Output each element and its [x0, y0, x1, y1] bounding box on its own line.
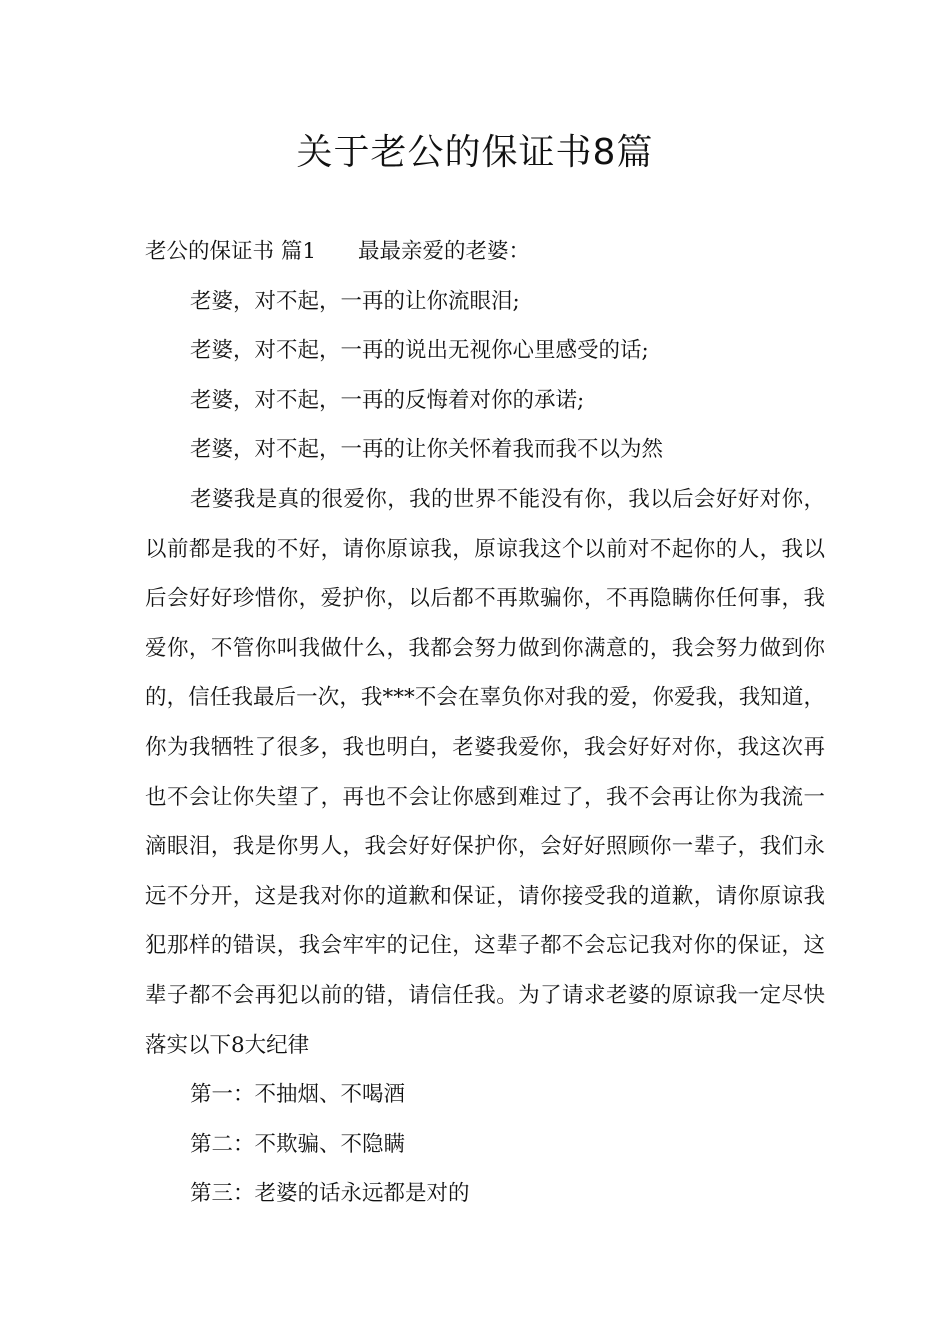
document-body: [145, 227, 825, 1219]
rule-2: 第二：不欺骗、不隐瞒: [190, 1131, 406, 1157]
document-title: 关于老公的保证书8篇: [296, 132, 654, 173]
apology-line-3: 老婆，对不起，一再的反悔着对你的承诺;: [190, 387, 585, 413]
apology-line-4: 老婆，对不起，一再的让你关怀着我而我不以为然: [190, 437, 664, 463]
main-paragraph: 老婆我是真的很爱你，我的世界不能没有你，我以后会好好对你，以前都是我的不好，请你原谅我，原谅我这个以前对不起你的人，我以后会好好珍惜你，爱护你，以后都不再欺骗你，不再隐瞒你任何事，我爱你，不管你叫我做什么，我都会努力做到你满意的，我会努力做到你的，信任我最后一次，我***不会在辜负你对我的爱，你爱我，我知道，你为我牺牲了很多，我也明白，老婆我爱你，我会好好对你，我这次再也不会让你失望了，再也不会让你感到难过了，我不会再让你为我流一滴眼泪，我是你男人，我会好好保护你，会好好照顾你一辈子，我们永远不分开，这是我对你的道歉和保证，请你接受我的道歉，请你原谅我犯那样的错误，我会牢牢的记住，这辈子都不会忘记我对你的保证，这辈子都不会再犯以前的错，请信任我。为了请求老婆的原谅我一定尽快落实以下8大纪律: [145, 486, 825, 1058]
rule-1: 第一：不抽烟、不喝酒: [190, 1082, 406, 1108]
section-heading-line: [145, 227, 825, 277]
greeting: 最最亲爱的老婆：: [358, 239, 531, 264]
rule-3: 第三：老婆的话永远都是对的: [190, 1181, 470, 1207]
section-heading: 老公的保证书 篇1: [145, 239, 317, 264]
apology-line-1: 老婆，对不起，一再的让你流眼泪;: [190, 288, 520, 314]
apology-line-2: 老婆，对不起，一再的说出无视你心里感受的话;: [190, 338, 649, 364]
